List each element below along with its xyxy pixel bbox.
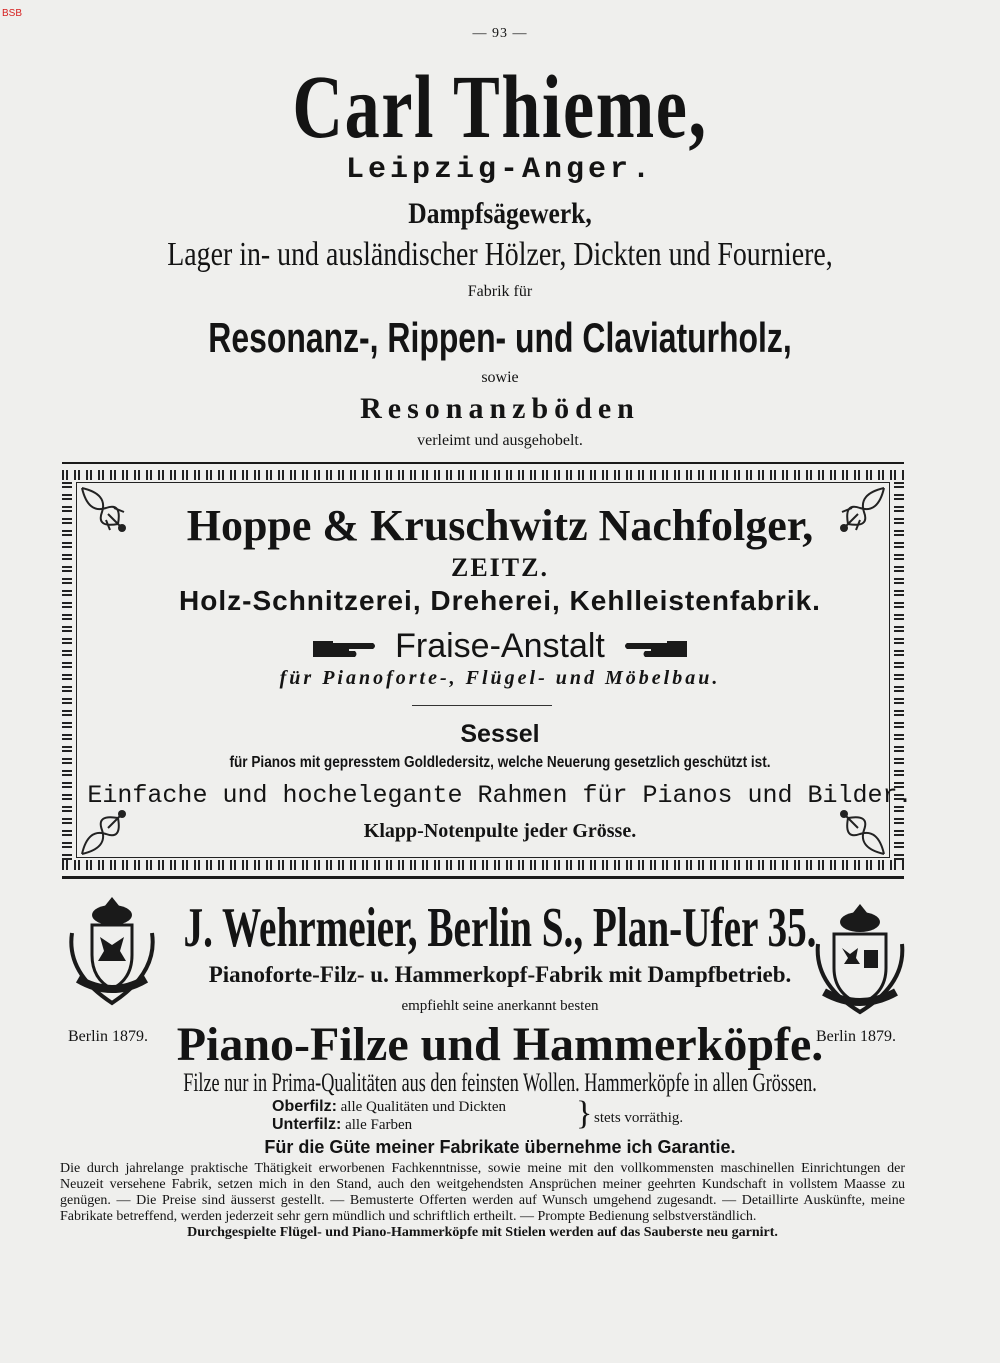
- hoppe-company-name: Hoppe & Kruschwitz Nachfolger,: [186, 501, 814, 550]
- wehrmeier-empfiehlt: empfiehlt seine anerkannt besten: [401, 998, 599, 1014]
- unterfilz-line: [272, 1116, 506, 1134]
- thieme-lager: Lager in- und ausländischer Hölzer, Dickten und Fourniere,: [167, 236, 833, 273]
- hoppe-fraise: Fraise-Anstalt: [395, 627, 605, 665]
- ornamental-divider: [412, 705, 552, 706]
- thieme-sowie: sowie: [481, 369, 519, 386]
- thieme-resonanzboden: Resonanzböden: [360, 392, 640, 425]
- wehrmeier-company-name: J. Wehrmeier, Berlin S., Plan-Ufer 35.: [183, 897, 817, 959]
- thieme-verleimt: verleimt und ausgehobelt.: [417, 432, 583, 449]
- stets-vorraethig: stets vorräthig.: [594, 1110, 684, 1126]
- hoppe-fraise-sub: für Pianoforte-, Flügel- und Möbelbau.: [279, 667, 721, 689]
- wehrmeier-product: Piano-Filze und Hammerköpfe.: [176, 1018, 824, 1071]
- wehrmeier-garantie: Für die Güte meiner Fabrikate übernehme ich Garantie.: [264, 1137, 736, 1157]
- page-number: — 93 —: [472, 26, 528, 41]
- unterfilz-text: alle Farben: [341, 1117, 413, 1133]
- thieme-company-name: Carl Thieme,: [292, 58, 708, 157]
- wehrmeier-body-text: Die durch jahrelange praktische Thätigkeit erworbenen Fachkenntnisse, sowie meine mit den vollkommensten maschinellen Einrichtungen der Neuzeit versehene Fabrik, setzen mich in den Stand, auch den weitgehendsten Ansprüchen meiner geehrten Kundschaft in vollstem Maasse zu genügen. — Die Preise sind äusserst gestellt. — Bemusterte Offerten werden auf Wunsch umgehend zugesandt. — Detaillirte Auskünfte, meine Fabrikate betreffend, werden jederzeit sehr gern mündlich und schriftlich ertheilt. — Prompte Bedienung selbstverständlich.: [60, 1161, 905, 1224]
- frame-top-rule: [62, 462, 904, 464]
- hoppe-trades: Holz-Schnitzerei, Dreherei, Kehlleistenfabrik.: [179, 585, 821, 616]
- hoppe-sessel-desc: für Pianos mit gepresstem Goldledersitz, welche Neuerung gesetzlich geschützt ist.: [229, 754, 771, 771]
- wehrmeier-quality: Filze nur in Prima-Qualitäten aus den feinsten Wollen. Hammerköpfe in allen Grössen.: [183, 1068, 817, 1097]
- pointing-hand-right-icon: [313, 635, 377, 661]
- brace-icon: }: [576, 1095, 593, 1132]
- unterfilz-label: Unterfilz:: [272, 1116, 342, 1133]
- frame-top-meander: [62, 470, 904, 480]
- thieme-city: Leipzig-Anger.: [345, 153, 655, 187]
- wehrmeier-fabrik: Pianoforte-Filz- u. Hammerkopf-Fabrik mit Dampfbetrieb.: [208, 962, 792, 987]
- hoppe-sessel: Sessel: [460, 720, 540, 748]
- wehrmeier-last-line: Durchgespielte Flügel- und Piano-Hammerköpfe mit Stielen werden auf das Sauberste neu garnirt.: [187, 1225, 778, 1240]
- oberfilz-label: Oberfilz:: [272, 1098, 337, 1115]
- wehrmeier-paragraph: [60, 1161, 905, 1241]
- frame-bottom-meander: [62, 860, 904, 870]
- frame-bottom-rule: [62, 876, 904, 879]
- hoppe-klapp: Klapp-Notenpulte jeder Grösse.: [363, 820, 637, 842]
- berlin-award-left: Berlin 1879.: [68, 1028, 148, 1045]
- thieme-business: Dampfsägewerk,: [408, 197, 592, 230]
- oberfilz-text: alle Qualitäten und Dickten: [336, 1099, 506, 1115]
- oberfilz-line: [272, 1098, 506, 1116]
- thieme-products: Resonanz-, Rippen- und Claviaturholz,: [208, 314, 792, 361]
- hoppe-city: ZEITZ.: [451, 553, 549, 582]
- crest-left-icon: [64, 893, 160, 1011]
- hoppe-fraise-row: [0, 627, 1000, 666]
- felt-list: [272, 1098, 506, 1134]
- berlin-award-right: Berlin 1879.: [816, 1028, 896, 1045]
- hoppe-rahmen: Einfache und hochelegante Rahmen für Pianos und Bilder.: [87, 781, 913, 810]
- pointing-hand-left-icon: [623, 635, 687, 661]
- library-stamp: BSB: [2, 8, 23, 19]
- thieme-fabrik-fuer: Fabrik für: [467, 283, 533, 300]
